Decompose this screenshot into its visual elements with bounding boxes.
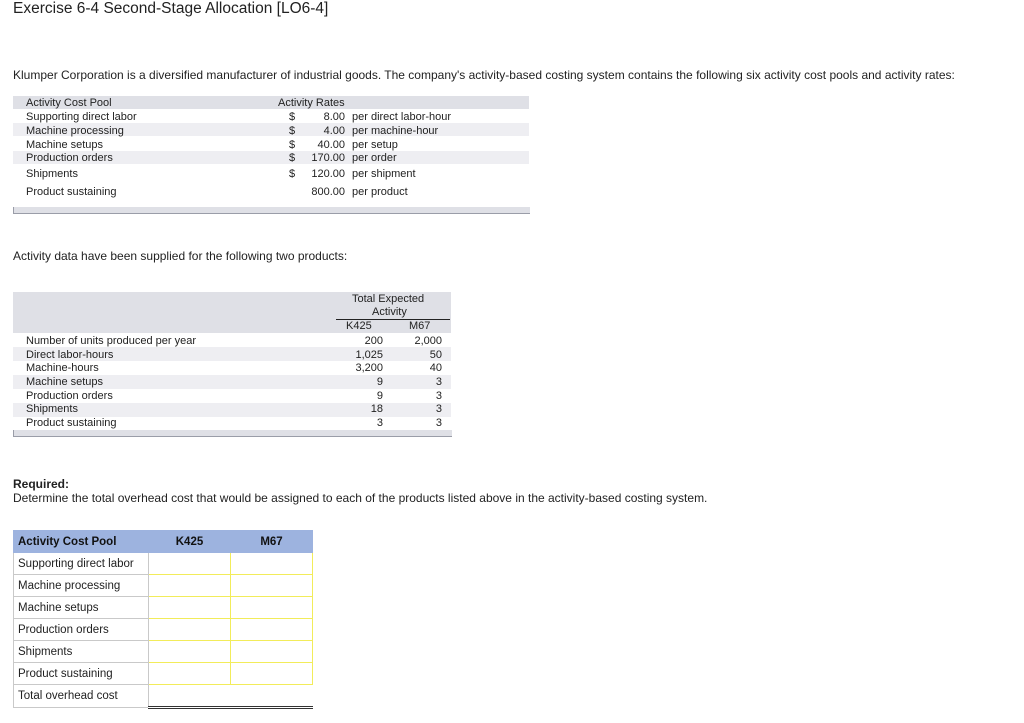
m67-value: 3 — [435, 417, 442, 429]
k425-input-cell — [149, 619, 231, 641]
m67-input-cell — [231, 641, 313, 663]
activity-row-label: Machine-hours — [26, 362, 99, 374]
answer-row-label: Supporting direct labor — [14, 553, 149, 575]
rates-col1-header: Activity Cost Pool — [26, 97, 112, 109]
m67-input-cell — [231, 619, 313, 641]
total-overhead-label: Total overhead cost — [14, 685, 149, 708]
group-header-line1: Total Expected — [352, 293, 425, 305]
k425-value: 9 — [376, 376, 383, 388]
k425-input-cell — [149, 663, 231, 685]
rate-unit: per direct labor-hour — [352, 111, 452, 123]
answer-table — [13, 530, 313, 709]
m67-value: 50 — [429, 349, 442, 361]
dollar-sign: $ — [289, 125, 296, 137]
k425-value: 200 — [364, 335, 383, 347]
k425-production-orders-input[interactable] — [149, 620, 230, 639]
activity-row-label: Direct labor-hours — [26, 349, 114, 361]
m67-value: 3 — [435, 403, 442, 415]
required-text: Determine the total overhead cost that would be assigned to each of the products listed above in the activity-based costing system. — [13, 491, 708, 505]
activity-row-label: Machine setups — [26, 376, 104, 388]
dollar-sign: $ — [289, 139, 296, 151]
dollar-sign: $ — [289, 168, 296, 180]
k425-input-cell — [149, 575, 231, 597]
m67-input-cell — [231, 597, 313, 619]
k425-input-cell — [149, 641, 231, 663]
k425-value: 1,025 — [355, 349, 383, 361]
answer-row-label: Shipments — [14, 641, 149, 663]
m67-value: 40 — [429, 362, 442, 374]
m67-shipments-input[interactable] — [231, 642, 312, 661]
required-label: Required: — [13, 477, 70, 491]
answer-row-label: Machine processing — [14, 575, 149, 597]
rates-pool-label: Production orders — [26, 152, 113, 164]
k425-value: 18 — [370, 403, 383, 415]
activity-rates-table — [13, 96, 529, 214]
required-section — [13, 477, 707, 505]
answer-header-k425: K425 — [149, 531, 231, 553]
k425-machine-setups-input[interactable] — [149, 598, 230, 617]
group-header-line2: Activity — [372, 306, 407, 318]
rate-value: 4.00 — [323, 125, 345, 137]
answer-header-m67: M67 — [231, 531, 313, 553]
m67-value: 3 — [435, 390, 442, 402]
activity-intro-text: Activity data have been supplied for the following two products: — [13, 249, 348, 263]
m67-total-overhead-input[interactable] — [231, 686, 312, 705]
rates-pool-label: Machine processing — [26, 125, 124, 137]
k425-product-sustaining-input[interactable] — [149, 664, 230, 683]
rate-unit: per shipment — [352, 168, 416, 180]
rates-col2-header: Activity Rates — [278, 97, 345, 109]
rates-pool-label: Supporting direct labor — [26, 111, 137, 123]
answer-header-pool: Activity Cost Pool — [14, 531, 149, 553]
k425-supporting-direct-labor-input[interactable] — [149, 554, 230, 573]
k425-total-cell — [149, 685, 231, 708]
rate-value: 170.00 — [311, 152, 345, 164]
rate-value: 8.00 — [323, 111, 345, 123]
m67-production-orders-input[interactable] — [231, 620, 312, 639]
m67-total-cell — [231, 685, 313, 708]
col-m67-header: M67 — [409, 320, 431, 332]
m67-supporting-direct-labor-input[interactable] — [231, 554, 312, 573]
rate-value: 800.00 — [311, 186, 345, 198]
rates-pool-label: Product sustaining — [26, 186, 117, 198]
k425-shipments-input[interactable] — [149, 642, 230, 661]
intro-text: Klumper Corporation is a diversified manufacturer of industrial goods. The company's activity-based costing system contains the following six activity cost pools and activity rates: — [13, 68, 955, 82]
dollar-sign: $ — [289, 152, 296, 164]
rate-unit: per order — [352, 152, 397, 164]
page-title: Exercise 6-4 Second-Stage Allocation [LO6-4] — [13, 0, 329, 17]
m67-machine-processing-input[interactable] — [231, 576, 312, 595]
m67-value: 3 — [435, 376, 442, 388]
k425-value: 9 — [376, 390, 383, 402]
k425-input-cell — [149, 553, 231, 575]
activity-row-label: Product sustaining — [26, 417, 117, 429]
activity-row-label: Number of units produced per year — [26, 335, 196, 347]
col-k425-header: K425 — [346, 320, 372, 332]
activity-data-table — [13, 292, 451, 442]
m67-machine-setups-input[interactable] — [231, 598, 312, 617]
rate-value: 40.00 — [317, 139, 345, 151]
k425-machine-processing-input[interactable] — [149, 576, 230, 595]
k425-total-overhead-input[interactable] — [149, 686, 230, 705]
rate-value: 120.00 — [311, 168, 345, 180]
activity-row-label: Shipments — [26, 403, 78, 415]
rates-pool-label: Machine setups — [26, 139, 104, 151]
answer-row-label: Product sustaining — [14, 663, 149, 685]
k425-value: 3,200 — [355, 362, 383, 374]
m67-product-sustaining-input[interactable] — [231, 664, 312, 683]
activity-table-footer — [13, 430, 452, 437]
m67-input-cell — [231, 663, 313, 685]
answer-row-label: Machine setups — [14, 597, 149, 619]
rate-unit: per setup — [352, 139, 398, 151]
rate-unit: per machine-hour — [352, 125, 439, 137]
dollar-sign: $ — [289, 111, 296, 123]
k425-value: 3 — [376, 417, 383, 429]
rates-table-footer — [13, 207, 530, 214]
m67-value: 2,000 — [414, 335, 442, 347]
m67-input-cell — [231, 553, 313, 575]
k425-input-cell — [149, 597, 231, 619]
answer-row-label: Production orders — [14, 619, 149, 641]
m67-input-cell — [231, 575, 313, 597]
row-band — [13, 403, 451, 417]
rate-unit: per product — [352, 186, 408, 198]
rates-pool-label: Shipments — [26, 168, 78, 180]
activity-row-label: Production orders — [26, 390, 113, 402]
